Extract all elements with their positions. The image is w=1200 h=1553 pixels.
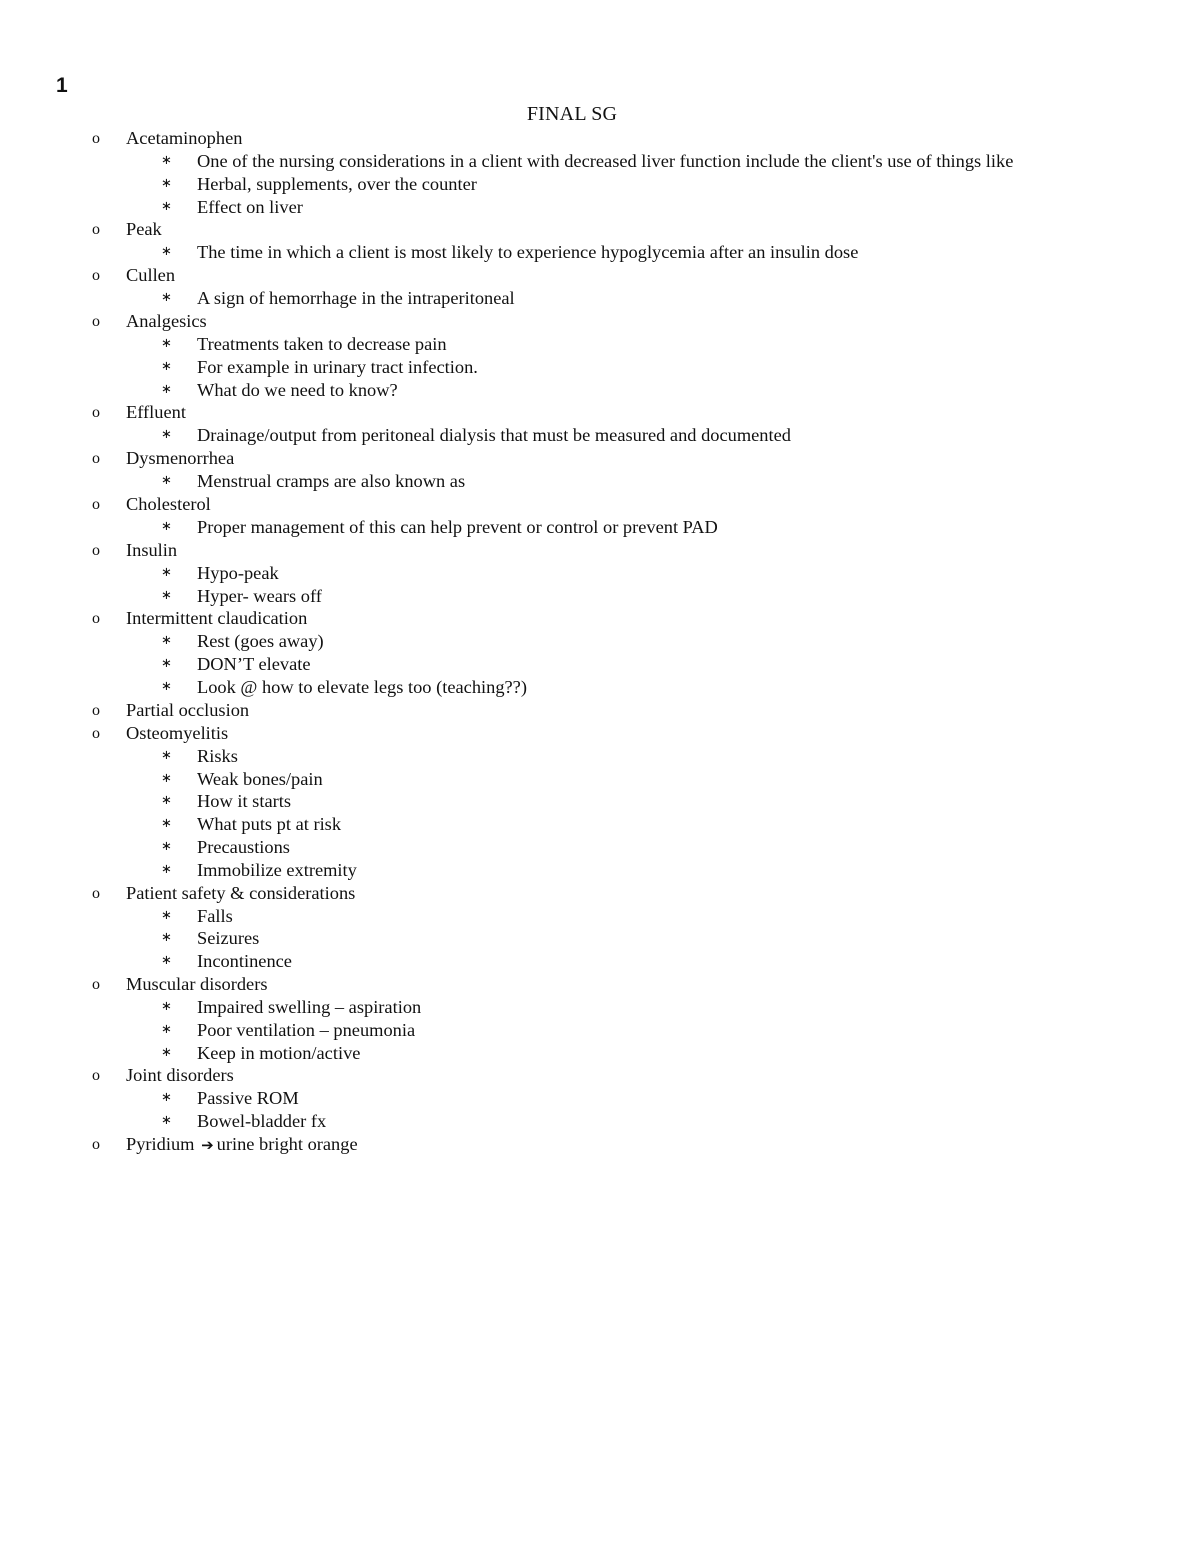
topic-label-text: Dysmenorrhea — [126, 448, 235, 469]
sub-item-text: Treatments taken to decrease pain — [197, 333, 447, 354]
asterisk-bullet-icon: ∗ — [161, 1113, 172, 1129]
sub-list-item — [90, 470, 1150, 493]
asterisk-bullet-icon: ∗ — [161, 953, 172, 969]
asterisk-bullet-icon: ∗ — [161, 861, 172, 877]
sub-item-text: Drainage/output from peritoneal dialysis that must be measured and documented — [197, 425, 791, 446]
outline-topic — [90, 722, 1150, 882]
sub-list-item — [90, 745, 1150, 768]
sub-item-text: Keep in motion/active — [197, 1042, 361, 1063]
sub-item-text: Proper management of this can help prevent or control or prevent PAD — [197, 516, 718, 537]
asterisk-bullet-icon: ∗ — [161, 358, 172, 374]
sub-item-text: Immobilize extremity — [197, 859, 357, 880]
sub-list-item — [90, 768, 1150, 791]
circle-bullet-icon: o — [92, 404, 100, 422]
topic-label-text: Effluent — [126, 402, 186, 423]
sub-item-text: Precaustions — [197, 836, 290, 857]
outline-topic — [90, 218, 1150, 264]
topic-label — [126, 1064, 234, 1087]
sub-list-item — [90, 1019, 1150, 1042]
asterisk-bullet-icon: ∗ — [161, 678, 172, 694]
sub-item-text: What puts pt at risk — [197, 814, 342, 835]
sub-item-text: Menstrual cramps are also known as — [197, 471, 466, 492]
sub-list-item — [90, 836, 1150, 859]
topic-label-text: Cullen — [126, 265, 176, 286]
sub-list — [90, 630, 1150, 698]
topic-label-text: Acetaminophen — [126, 128, 243, 148]
outline-topic — [90, 973, 1150, 1064]
sub-list-item — [90, 653, 1150, 676]
circle-bullet-icon: o — [92, 450, 100, 468]
topic-label-text: Partial occlusion — [126, 699, 250, 720]
outline-topic — [90, 1064, 1150, 1133]
asterisk-bullet-icon: ∗ — [161, 244, 172, 260]
topic-row — [90, 882, 1150, 905]
sub-item-text: One of the nursing considerations in a client with decreased liver function include the client's use of things like — [197, 151, 1014, 171]
topic-row — [90, 722, 1150, 745]
outline-topic — [90, 401, 1150, 447]
sub-item-text: DON’T elevate — [197, 654, 311, 675]
circle-bullet-icon: o — [92, 130, 100, 147]
topic-label-text: Cholesterol — [126, 493, 211, 514]
topic-row — [90, 218, 1150, 241]
sub-list-item — [90, 173, 1150, 196]
outline-topic — [90, 127, 1150, 218]
circle-bullet-icon: o — [92, 1135, 100, 1153]
topic-label — [126, 401, 186, 424]
topic-label — [126, 722, 228, 745]
sub-list-item — [90, 241, 1150, 264]
asterisk-bullet-icon: ∗ — [161, 633, 172, 649]
circle-bullet-icon: o — [92, 312, 100, 330]
asterisk-bullet-icon: ∗ — [161, 930, 172, 946]
sub-list — [90, 470, 1150, 493]
topic-row — [90, 699, 1150, 722]
circle-bullet-icon: o — [92, 1067, 100, 1085]
outline-topic — [90, 1133, 1150, 1156]
topic-row — [90, 310, 1150, 333]
topic-label — [126, 607, 307, 630]
sub-list-item — [90, 1110, 1150, 1133]
circle-bullet-icon: o — [92, 724, 100, 742]
topic-label — [126, 218, 162, 241]
sub-list-item — [90, 996, 1150, 1019]
asterisk-bullet-icon: ∗ — [161, 907, 172, 923]
sub-list-item — [90, 1087, 1150, 1110]
document-title: FINAL SG — [526, 103, 618, 125]
topic-row — [90, 493, 1150, 516]
sub-list — [90, 333, 1150, 401]
sub-list — [90, 996, 1150, 1064]
sub-item-text: Bowel-bladder fx — [197, 1111, 327, 1132]
right-arrow-icon: ➔ — [201, 1135, 214, 1154]
sub-item-text: Seizures — [197, 928, 260, 949]
sub-item-text: Poor ventilation – pneumonia — [197, 1019, 416, 1040]
outline-topic — [90, 882, 1150, 973]
sub-list-item — [90, 424, 1150, 447]
sub-list-item — [90, 813, 1150, 836]
sub-list-item — [90, 333, 1150, 356]
asterisk-bullet-icon: ∗ — [161, 290, 172, 306]
topic-label-text: Analgesics — [126, 310, 207, 331]
sub-item-text: How it starts — [197, 791, 291, 812]
topic-label — [126, 539, 177, 562]
asterisk-bullet-icon: ∗ — [161, 587, 172, 603]
topic-row — [90, 401, 1150, 424]
topic-label-text: Pyridium — [126, 1133, 195, 1154]
asterisk-bullet-icon: ∗ — [161, 770, 172, 786]
topic-label-text: Peak — [126, 219, 162, 240]
outline-topic — [90, 607, 1150, 698]
asterisk-bullet-icon: ∗ — [161, 473, 172, 489]
sub-list — [90, 150, 1150, 218]
sub-list-item — [90, 950, 1150, 973]
asterisk-bullet-icon: ∗ — [161, 1090, 172, 1106]
circle-bullet-icon: o — [92, 884, 100, 902]
topic-label-text: Osteomyelitis — [126, 722, 229, 743]
topic-label — [126, 882, 355, 905]
sub-item-text: Falls — [197, 905, 233, 926]
sub-item-text: Passive ROM — [197, 1088, 299, 1109]
sub-item-text: Incontinence — [197, 951, 292, 972]
sub-item-text: Rest (goes away) — [197, 631, 324, 652]
asterisk-bullet-icon: ∗ — [161, 1044, 172, 1060]
topic-label-text: Joint disorders — [126, 1065, 234, 1086]
outline-topic — [90, 539, 1150, 608]
sub-item-text: Look @ how to elevate legs too (teaching??) — [197, 676, 527, 697]
sub-list — [90, 241, 1150, 264]
sub-item-text: Hyper- wears off — [197, 585, 322, 606]
sub-list-item — [90, 287, 1150, 310]
sub-item-text: Herbal, supplements, over the counter — [197, 173, 477, 194]
outline-topic — [90, 310, 1150, 401]
circle-bullet-icon: o — [92, 267, 100, 285]
circle-bullet-icon: o — [92, 610, 100, 628]
asterisk-bullet-icon: ∗ — [161, 335, 172, 351]
asterisk-bullet-icon: ∗ — [161, 427, 172, 443]
sub-list-item — [90, 676, 1150, 699]
sub-item-text: Hypo-peak — [197, 562, 279, 583]
sub-list-item — [90, 927, 1150, 950]
asterisk-bullet-icon: ∗ — [161, 518, 172, 534]
sub-list-item — [90, 379, 1150, 402]
sub-list — [90, 424, 1150, 447]
sub-list-item — [90, 630, 1150, 653]
topic-label — [126, 1133, 358, 1157]
topic-label — [126, 264, 175, 287]
circle-bullet-icon: o — [92, 541, 100, 559]
asterisk-bullet-icon: ∗ — [161, 747, 172, 763]
sub-list — [90, 1087, 1150, 1133]
outline-topic — [90, 699, 1150, 722]
circle-bullet-icon: o — [92, 221, 100, 239]
topic-label-text: Intermittent claudication — [126, 608, 308, 629]
topic-row — [90, 127, 1150, 150]
sub-list-item — [90, 150, 1150, 173]
topic-label — [126, 699, 249, 722]
topic-row — [90, 539, 1150, 562]
sub-item-text: For example in urinary tract infection. — [197, 356, 478, 377]
sub-list-item — [90, 905, 1150, 928]
sub-list — [90, 516, 1150, 539]
asterisk-bullet-icon: ∗ — [161, 153, 172, 168]
topic-label — [126, 973, 267, 996]
sub-list-item — [90, 859, 1150, 882]
circle-bullet-icon: o — [92, 975, 100, 993]
asterisk-bullet-icon: ∗ — [161, 816, 172, 832]
asterisk-bullet-icon: ∗ — [161, 998, 172, 1014]
sub-item-text: Weak bones/pain — [197, 768, 323, 789]
sub-list-item — [90, 356, 1150, 379]
sub-list-item — [90, 516, 1150, 539]
outline-topic — [90, 264, 1150, 310]
asterisk-bullet-icon: ∗ — [161, 656, 172, 672]
topic-row — [90, 1133, 1150, 1156]
sub-list-item — [90, 585, 1150, 608]
topic-row — [90, 447, 1150, 470]
sub-list — [90, 745, 1150, 882]
sub-item-text: A sign of hemorrhage in the intraperitoneal — [197, 288, 515, 309]
asterisk-bullet-icon: ∗ — [161, 175, 172, 191]
outline-topic — [90, 447, 1150, 493]
topic-row — [90, 973, 1150, 996]
asterisk-bullet-icon: ∗ — [161, 381, 172, 397]
sub-list-item — [90, 1042, 1150, 1065]
asterisk-bullet-icon: ∗ — [161, 198, 172, 214]
sub-item-text: Effect on liver — [197, 196, 303, 217]
topic-label — [126, 310, 207, 333]
outline-topic — [90, 493, 1150, 539]
topic-label — [126, 127, 242, 150]
sub-item-text: Impaired swelling – aspiration — [197, 996, 422, 1017]
circle-bullet-icon: o — [92, 701, 100, 719]
topic-row — [90, 607, 1150, 630]
sub-list — [90, 287, 1150, 310]
topic-row — [90, 1064, 1150, 1087]
sub-list-item — [90, 790, 1150, 813]
asterisk-bullet-icon: ∗ — [161, 838, 172, 854]
topic-row — [90, 264, 1150, 287]
circle-bullet-icon: o — [92, 495, 100, 513]
asterisk-bullet-icon: ∗ — [161, 1021, 172, 1037]
page-number: 1 — [56, 74, 68, 97]
topic-label — [126, 447, 234, 470]
sub-list — [90, 562, 1150, 608]
study-guide-outline — [90, 127, 1150, 1156]
sub-item-text: Risks — [197, 745, 238, 766]
topic-arrow-result: urine bright orange — [216, 1133, 358, 1154]
sub-list — [90, 905, 1150, 973]
sub-item-text: The time in which a client is most likely to experience hypoglycemia after an insulin dose — [197, 242, 859, 263]
topic-label-text: Muscular disorders — [126, 973, 268, 994]
sub-list-item — [90, 196, 1150, 219]
sub-list-item — [90, 562, 1150, 585]
asterisk-bullet-icon: ∗ — [161, 793, 172, 809]
topic-label — [126, 493, 211, 516]
asterisk-bullet-icon: ∗ — [161, 564, 172, 580]
topic-label-text: Patient safety & considerations — [126, 882, 356, 903]
topic-label-text: Insulin — [126, 539, 178, 560]
sub-item-text: What do we need to know? — [197, 379, 398, 400]
